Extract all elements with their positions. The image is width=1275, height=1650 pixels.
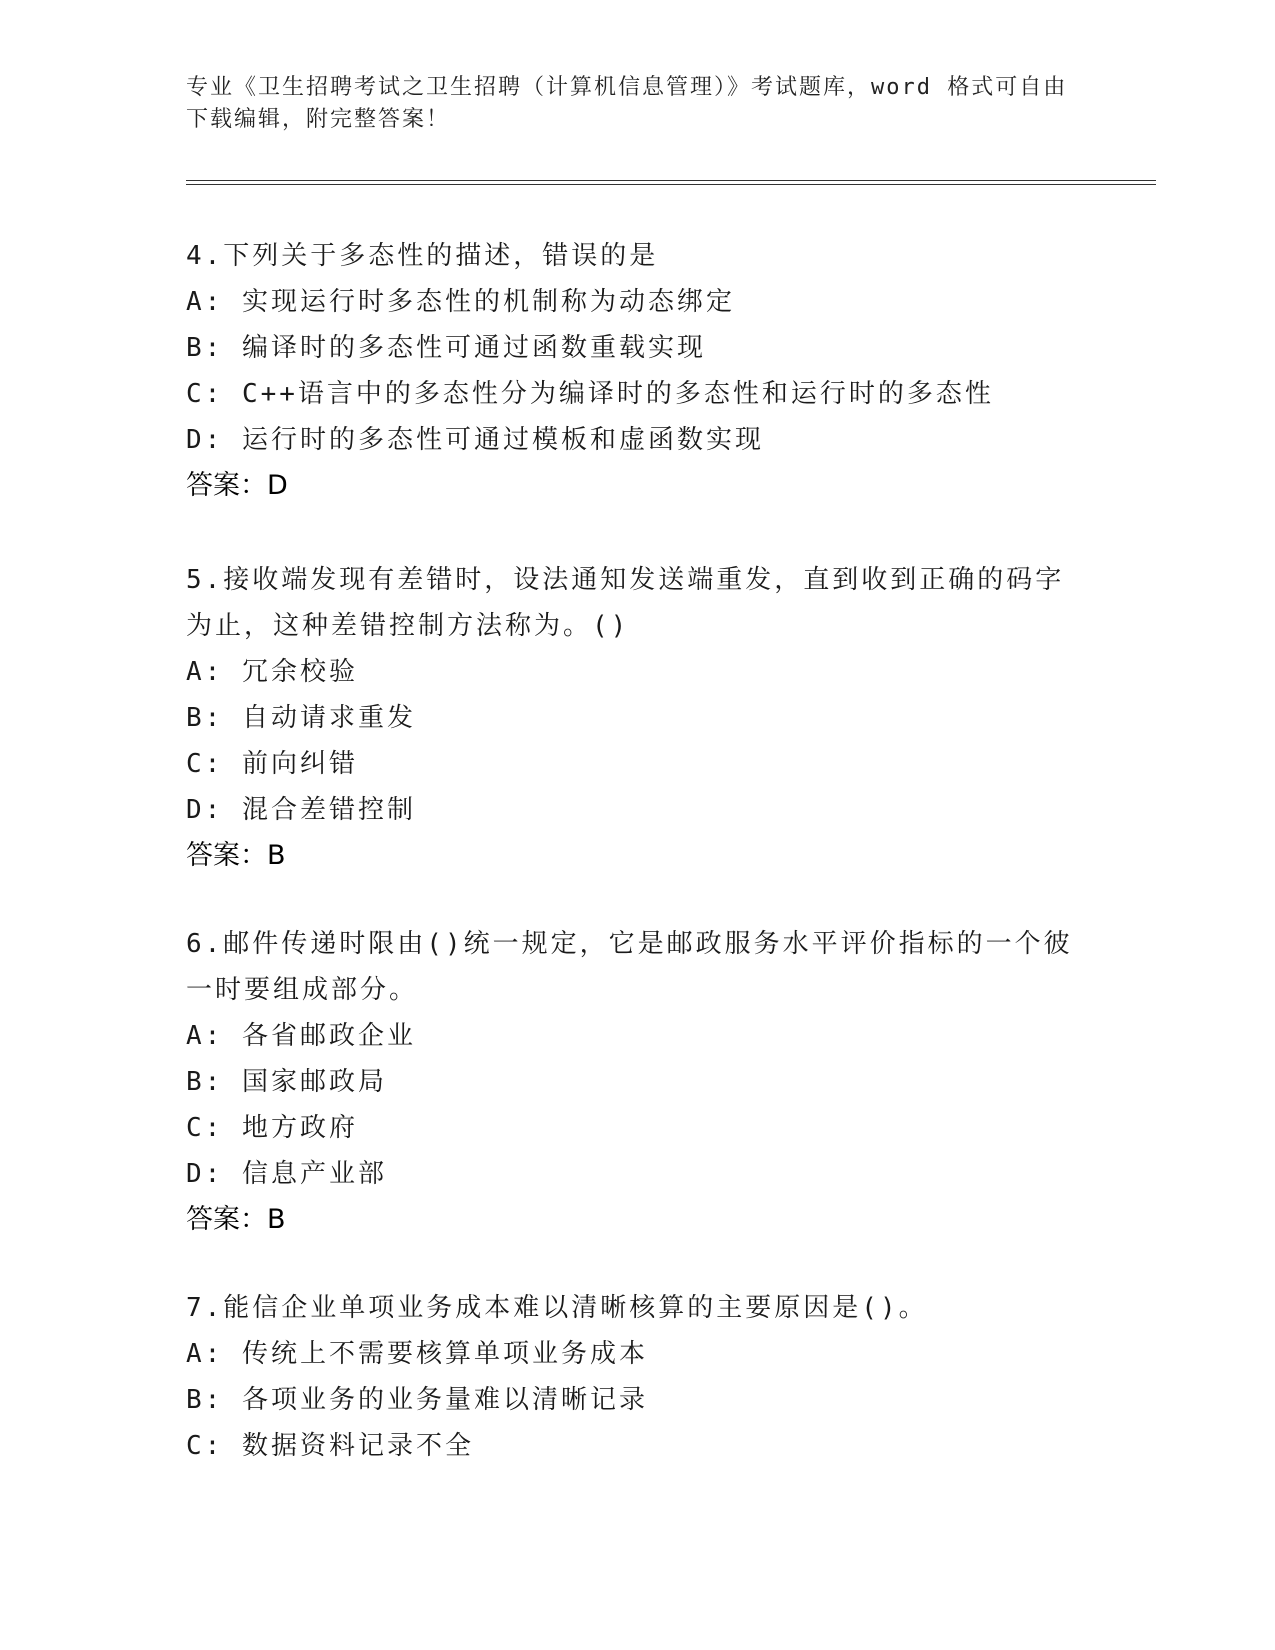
question-stem: 4.下列关于多态性的描述，错误的是	[186, 241, 659, 271]
question-6	[186, 921, 1086, 1243]
answer: 答案：B	[186, 840, 286, 871]
option-d: D: 信息产业部	[186, 1159, 387, 1189]
option-c: C: 地方政府	[186, 1113, 358, 1143]
header-rule-top	[186, 180, 1156, 181]
question-stem: 7.能信企业单项业务成本难以清晰核算的主要原因是()。	[186, 1293, 928, 1323]
answer: 答案：B	[186, 1204, 286, 1235]
option-d: D: 运行时的多态性可通过模板和虚函数实现	[186, 425, 764, 455]
option-c: C: 数据资料记录不全	[186, 1431, 474, 1461]
option-b: B: 国家邮政局	[186, 1067, 387, 1097]
question-stem: 5.接收端发现有差错时，设法通知发送端重发，直到收到正确的码字为止，这种差错控制方法称为。()	[186, 565, 1065, 641]
question-4	[186, 233, 1086, 509]
option-a: A: 实现运行时多态性的机制称为动态绑定	[186, 287, 735, 317]
option-b: B: 各项业务的业务量难以清晰记录	[186, 1385, 648, 1415]
question-7	[186, 1285, 1086, 1469]
option-a: A: 各省邮政企业	[186, 1021, 416, 1051]
option-a: A: 冗余校验	[186, 657, 358, 687]
answer: 答案：D	[186, 470, 288, 501]
option-c: C: C++语言中的多态性分为编译时的多态性和运行时的多态性	[186, 379, 994, 409]
option-c: C: 前向纠错	[186, 749, 358, 779]
header-rule-bottom	[186, 184, 1156, 185]
option-b: B: 编译时的多态性可通过函数重载实现	[186, 333, 706, 363]
question-stem: 6.邮件传递时限由()统一规定，它是邮政服务水平评价指标的一个彼一时要组成部分。	[186, 929, 1073, 1005]
option-a: A: 传统上不需要核算单项业务成本	[186, 1339, 648, 1369]
option-b: B: 自动请求重发	[186, 703, 416, 733]
question-5	[186, 557, 1086, 879]
document-header: 专业《卫生招聘考试之卫生招聘（计算机信息管理）》考试题库，word 格式可自由下载编辑，附完整答案！	[186, 75, 1068, 132]
option-d: D: 混合差错控制	[186, 795, 416, 825]
